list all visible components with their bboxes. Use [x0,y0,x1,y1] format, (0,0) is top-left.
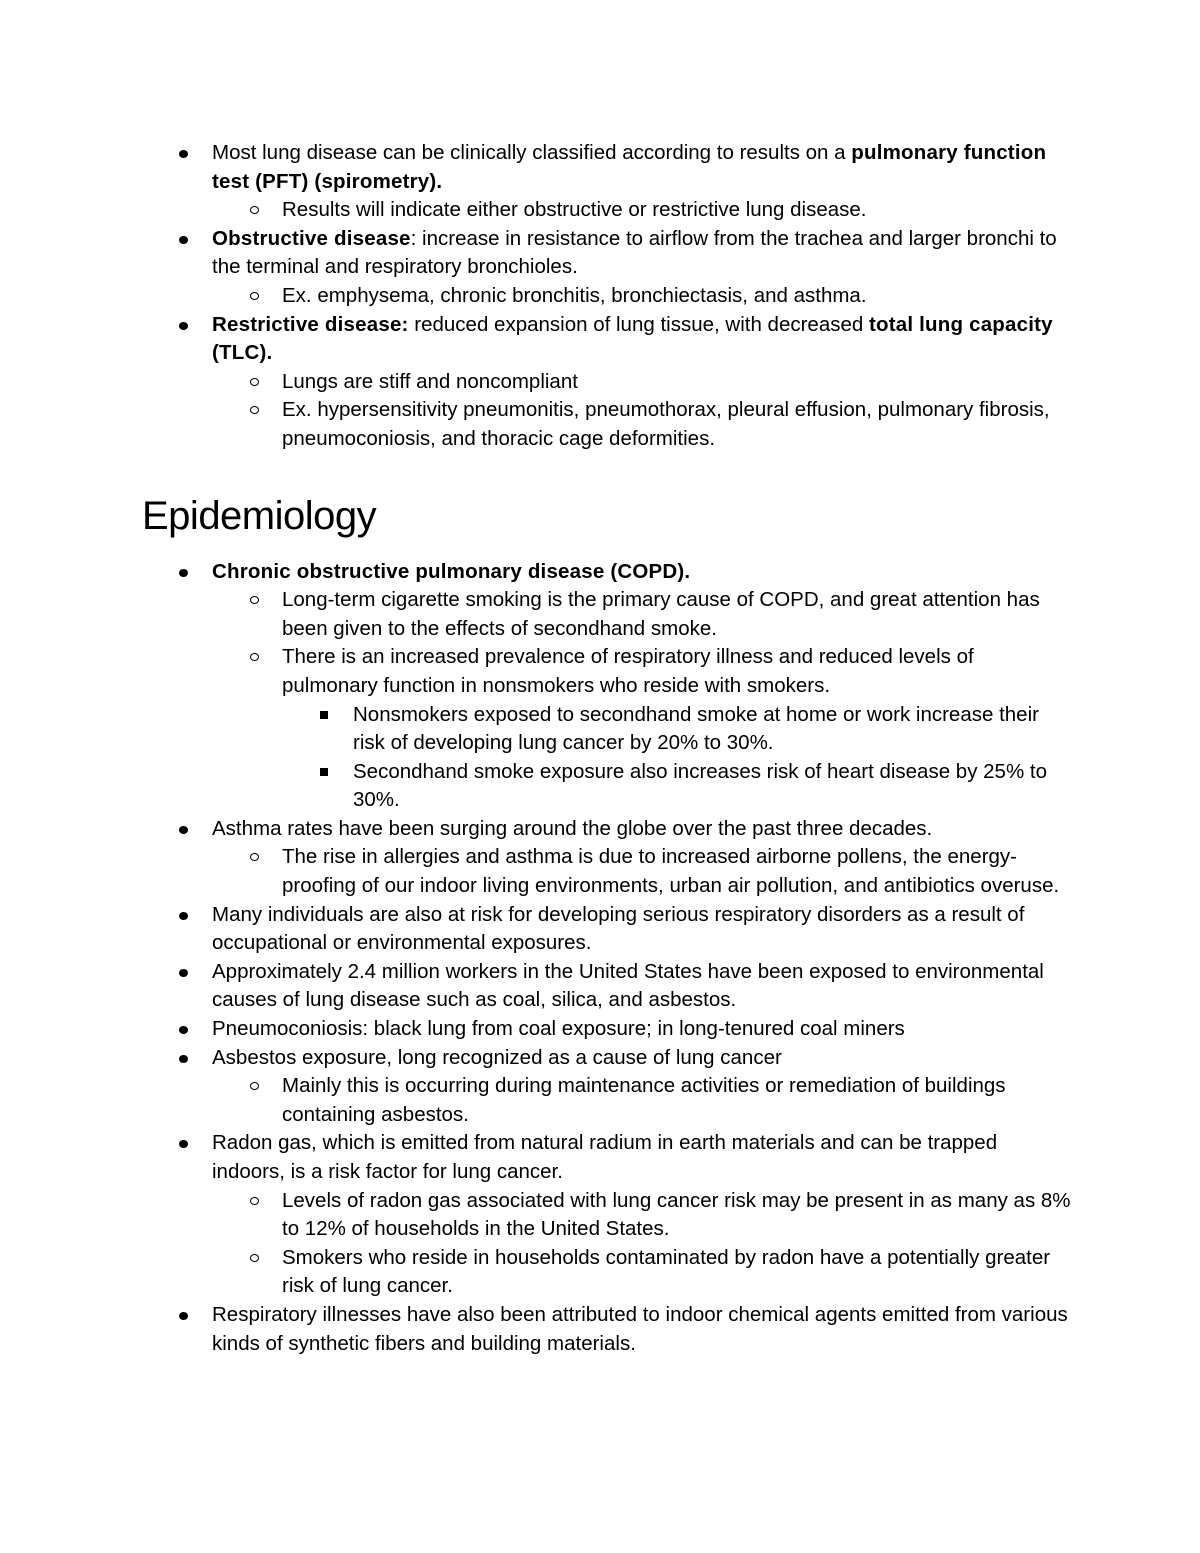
bold-term: Chronic obstructive pulmonary disease (COPD). [212,559,691,583]
epidemiology-list [142,558,1072,1359]
list-item [142,225,1072,282]
list-item [142,586,1072,643]
list-item-text: Ex. emphysema, chronic bronchitis, bronchiectasis, and asthma. [282,283,867,307]
list-item-text: Asbestos exposure, long recognized as a cause of lung cancer [212,1045,782,1069]
bold-term: Obstructive disease [212,226,411,250]
bullet-disc-icon [179,1026,188,1034]
list-item [142,843,1072,900]
bullet-circle-icon [250,653,259,661]
bold-term: pulmonary function test (PFT) (spirometry). [212,141,1047,193]
list-item-text: Many individuals are also at risk for developing serious respiratory disorders as a result of occupational or environmental exposures. [212,902,1025,955]
bullet-disc-icon [179,236,188,244]
bullet-square-icon [320,768,328,776]
bullet-circle-icon [250,853,259,861]
list-item [142,701,1072,758]
list-item-text: Pneumoconiosis: black lung from coal exposure; in long-tenured coal miners [212,1017,905,1041]
list-item-text: Results will indicate either obstructive or restrictive lung disease. [282,198,867,222]
bullet-disc-icon [179,322,188,330]
list-item [142,311,1072,368]
list-item [142,643,1072,700]
list-item-text: Smokers who reside in households contaminated by radon have a potentially greater risk of lung cancer. [282,1245,1051,1298]
list-item-text: Respiratory illnesses have also been attributed to indoor chemical agents emitted from various kinds of synthetic fibers and building materials. [212,1302,1068,1355]
list-item-text: Mainly this is occurring during maintenance activities or remediation of buildings containing asbestos. [282,1074,1006,1126]
list-item [142,368,1072,397]
list-item [142,282,1072,311]
list-item-text: Asthma rates have been surging around the globe over the past three decades. [212,816,933,840]
list-item [142,815,1072,844]
section-heading-epidemiology: Epidemiology [142,493,377,538]
list-item [142,1187,1072,1244]
list-item [142,396,1072,453]
list-item-text: Approximately 2.4 million workers in the United States have been exposed to environmental causes of lung disease such as coal, silica, and asbestos. [212,959,1044,1012]
bullet-disc-icon [179,150,188,158]
list-item-text: Long-term cigarette smoking is the primary cause of COPD, and great attention has been given to the effects of secondhand smoke. [282,588,1040,640]
list-item [142,1015,1072,1044]
list-item-text: The rise in allergies and asthma is due to increased airborne pollens, the energy-proofing of our indoor living environments, urban air pollution, and antibiotics overuse. [282,845,1060,898]
list-item-text: Radon gas, which is emitted from natural radium in earth materials and can be trapped indoors, is a risk factor for lung cancer. [212,1131,998,1183]
bullet-circle-icon [250,378,259,386]
bullet-circle-icon [250,292,259,300]
list-item [142,1301,1072,1358]
bullet-disc-icon [179,1055,188,1063]
bullet-square-icon [320,711,328,719]
bullet-disc-icon [179,826,188,834]
list-item-text: reduced expansion of lung tissue, with decreased [408,312,869,336]
list-item [142,901,1072,958]
list-item [142,558,1072,587]
document-content [142,139,1072,1358]
list-item-text: : increase in resistance to airflow from the trachea and larger bronchi to the terminal and respiratory bronchioles. [212,226,1057,279]
bullet-circle-icon [250,1197,259,1205]
list-item [142,1044,1072,1073]
bullet-circle-icon [250,596,259,604]
bullet-circle-icon [250,1254,259,1262]
list-item-text: Most lung disease can be clinically classified according to results on a [212,141,852,164]
list-item-text: Ex. hypersensitivity pneumonitis, pneumothorax, pleural effusion, pulmonary fibrosis, pneumoconiosis, and thoracic cage deformities. [282,398,1050,450]
list-item-text: Nonsmokers exposed to secondhand smoke at home or work increase their risk of developing lung cancer by 20% to 30%. [353,702,1039,755]
lung-disease-classification-list [142,139,1072,454]
bullet-disc-icon [179,1312,188,1320]
list-item-text: Lungs are stiff and noncompliant [282,369,578,393]
list-item-text: Secondhand smoke exposure also increases risk of heart disease by 25% to 30%. [353,759,1047,812]
list-item [142,1129,1072,1186]
bullet-circle-icon [250,406,259,414]
list-item [142,196,1072,225]
list-item [142,1072,1072,1129]
bullet-disc-icon [179,1140,188,1148]
bold-term: Restrictive disease: [212,312,409,336]
bold-term: total lung capacity (TLC). [212,312,1053,365]
bullet-circle-icon [250,206,259,214]
epidemiology-section-header [142,492,1072,540]
list-item [142,139,1072,196]
list-item [142,758,1072,815]
list-item [142,958,1072,1015]
list-item-text: Levels of radon gas associated with lung cancer risk may be present in as many as 8% to 12% of households in the United States. [282,1188,1071,1241]
bullet-disc-icon [179,969,188,977]
bullet-disc-icon [179,912,188,920]
bullet-disc-icon [179,569,188,577]
bullet-circle-icon [250,1082,259,1090]
list-item-text: There is an increased prevalence of respiratory illness and reduced levels of pulmonary function in nonsmokers who reside with smokers. [282,645,974,697]
list-item [142,1244,1072,1301]
